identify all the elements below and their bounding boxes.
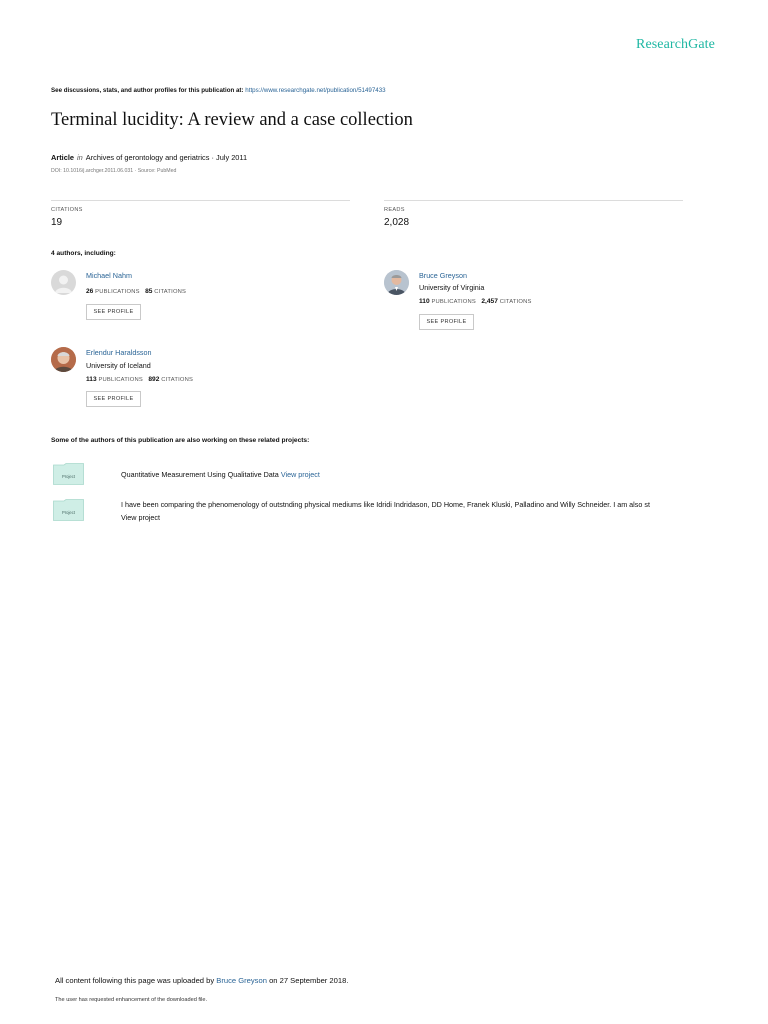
project-icon-label: Project <box>61 474 76 479</box>
publications-count: 110 <box>419 298 430 305</box>
upload-note <box>55 976 348 985</box>
article-kind: Article <box>51 153 75 162</box>
view-project-link[interactable]: View project <box>280 470 320 479</box>
author-name-link[interactable]: Bruce Greyson <box>419 271 467 280</box>
upload-suffix: on 27 September 2018. <box>269 976 349 985</box>
project-description: I have been comparing the phenomenology of outstnding physical mediums like Idridi Indridason, DD Home, Franek Kluski, Palladino and Willy Schneider. I am also st <box>121 500 650 509</box>
author-institution: University of Virginia <box>419 283 485 292</box>
see-profile-button[interactable]: SEE PROFILE <box>86 304 141 320</box>
researchgate-logo[interactable]: ResearchGate <box>636 37 715 52</box>
author-photo[interactable] <box>51 347 76 372</box>
enhancement-note: The user has requested enhancement of the downloaded file. <box>55 997 208 1003</box>
author-photo[interactable] <box>384 270 409 295</box>
author-stats <box>419 298 532 305</box>
article-in: in <box>77 153 83 162</box>
journal-info: Archives of gerontology and geriatrics · July 2011 <box>85 153 248 162</box>
projects-heading: Some of the authors of this publication are also working on these related projects: <box>51 437 310 444</box>
publications-count: 113 <box>86 376 97 383</box>
divider <box>384 200 683 201</box>
author-institution: University of Iceland <box>86 361 151 370</box>
project-item <box>121 470 320 479</box>
uploader-link[interactable]: Bruce Greyson <box>216 976 267 985</box>
avatar-placeholder-icon[interactable] <box>51 270 76 295</box>
page-title: Terminal lucidity: A review and a case collection <box>51 110 413 130</box>
citations-count: 2,457 <box>481 298 498 305</box>
discussion-line <box>51 87 386 94</box>
reads-label: READS <box>384 207 405 213</box>
citations-count: 19 <box>51 217 63 228</box>
view-project-link[interactable]: View project <box>121 513 161 522</box>
reads-count: 2,028 <box>384 217 410 228</box>
doi-line: DOI: 10.1016/j.archger.2011.06.031 · Source: PubMed <box>51 168 177 174</box>
discussion-text: See discussions, stats, and author profiles for this publication at: <box>51 87 244 94</box>
citations-label: CITATIONS <box>499 299 532 305</box>
article-meta <box>51 153 247 162</box>
authors-heading: 4 authors, including: <box>51 250 116 257</box>
project-folder-icon[interactable] <box>53 499 84 521</box>
citations-label: CITATIONS <box>161 377 194 383</box>
citations-label: CITATIONS <box>51 207 83 213</box>
citations-count: 892 <box>148 376 160 383</box>
project-icon-label: Project <box>61 510 76 515</box>
publication-url-link[interactable]: https://www.researchgate.net/publication/51497433 <box>245 87 386 94</box>
publications-label: PUBLICATIONS <box>431 299 476 305</box>
author-stats <box>86 288 186 295</box>
publications-label: PUBLICATIONS <box>95 289 140 295</box>
publications-count: 26 <box>86 288 94 295</box>
upload-prefix: All content following this page was uploaded by <box>55 976 215 985</box>
author-stats <box>86 376 193 383</box>
publications-label: PUBLICATIONS <box>98 377 143 383</box>
citations-count: 85 <box>145 288 153 295</box>
author-name-link[interactable]: Michael Nahm <box>86 271 132 280</box>
project-description: Quantitative Measurement Using Qualitative Data <box>121 470 279 479</box>
see-profile-button[interactable]: SEE PROFILE <box>86 391 141 407</box>
see-profile-button[interactable]: SEE PROFILE <box>419 314 474 330</box>
citations-label: CITATIONS <box>154 289 187 295</box>
author-name-link[interactable]: Erlendur Haraldsson <box>86 348 152 357</box>
project-folder-icon[interactable] <box>53 463 84 485</box>
divider <box>51 200 350 201</box>
